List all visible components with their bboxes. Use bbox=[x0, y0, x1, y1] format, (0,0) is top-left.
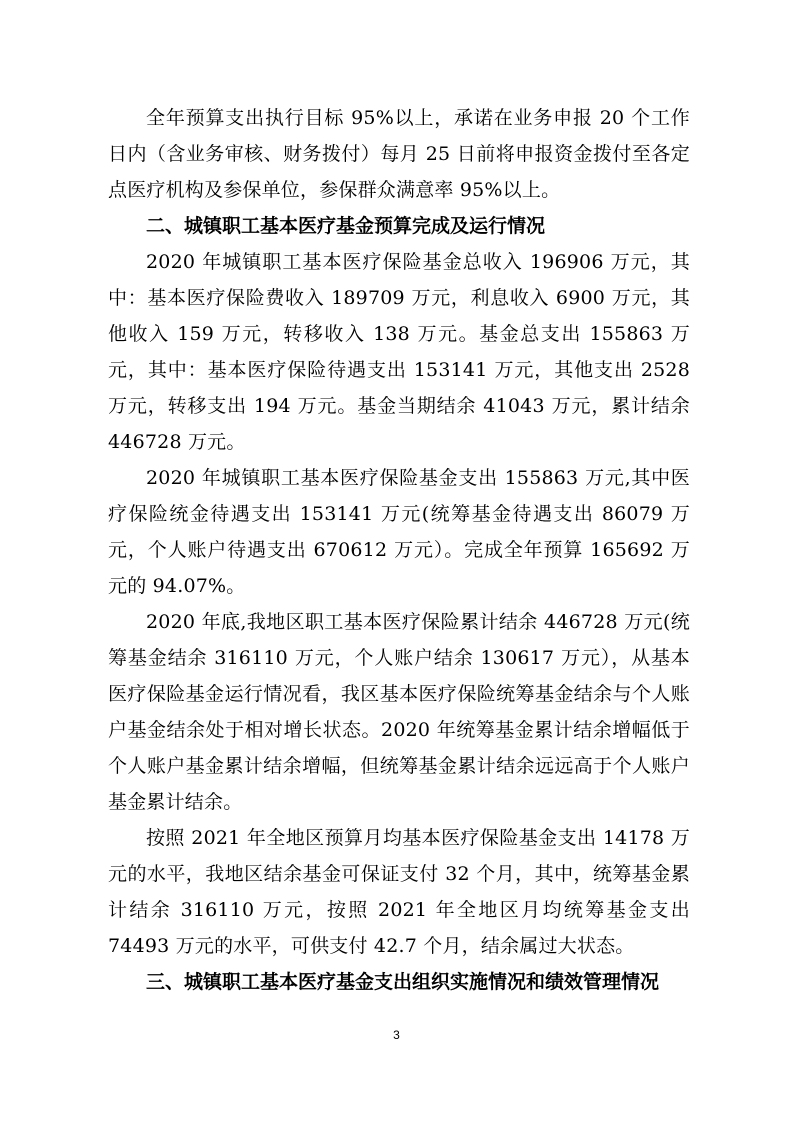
paragraph-fund-income: 2020 年城镇职工基本医疗保险基金总收入 196906 万元，其中：基本医疗保险费收入 189709 万元，利息收入 6900 万元，其他收入 159 万元，转移收入 138 万元。基金总支出 155863 万元，其中：基本医疗保险待遇支出 153141 万元，其他支出 2528 万元，转移支出 194 万元。基金当期结余 41043 万元，累计结余 446728 万元。 bbox=[108, 251, 690, 453]
paragraph-fund-expenditure: 2020 年城镇职工基本医疗保险基金支出 155863 万元,其中医疗保险统金待遇支出 153141 万元(统筹基金待遇支出 86079 万元，个人账户待遇支出 670612 万元）。完成全年预算 165692 万元的 94.07%。 bbox=[108, 467, 690, 597]
paragraph-budget-target: 全年预算支出执行目标 95%以上，承诺在业务申报 20 个工作日内（含业务审核、财务拨付）每月 25 日前将申报资金拨付至各定点医疗机构及参保单位，参保群众满意率 95%以上。 bbox=[108, 107, 690, 201]
section-heading-2: 二、城镇职工基本医疗基金预算完成及运行情况 bbox=[146, 215, 546, 237]
section-heading-3: 三、城镇职工基本医疗基金支出组织实施情况和绩效管理情况 bbox=[146, 971, 660, 993]
paragraph-fund-balance: 2020 年底,我地区职工基本医疗保险累计结余 446728 万元(统筹基金结余 316110 万元，个人账户结余 130617 万元），从基本医疗保险基金运行情况看，我区基本医疗保险统筹基金结余与个人账户基金结余处于相对增长状态。2020 年统筹基金累计结余增幅低于个人账户基金累计结余增幅，但统筹基金累计结余远远高于个人账户基金累计结余。 bbox=[108, 611, 690, 813]
paragraph-payment-capacity: 按照 2021 年全地区预算月均基本医疗保险基金支出 14178 万元的水平，我地区结余基金可保证支付 32 个月，其中，统筹基金累计结余 316110 万元，按照 2021 年全地区月均统筹基金支出 74493 万元的水平，可供支付 42.7 个月，结余属过大状态。 bbox=[108, 827, 690, 957]
page-number: 3 bbox=[393, 1028, 400, 1042]
document-body bbox=[108, 100, 690, 1000]
